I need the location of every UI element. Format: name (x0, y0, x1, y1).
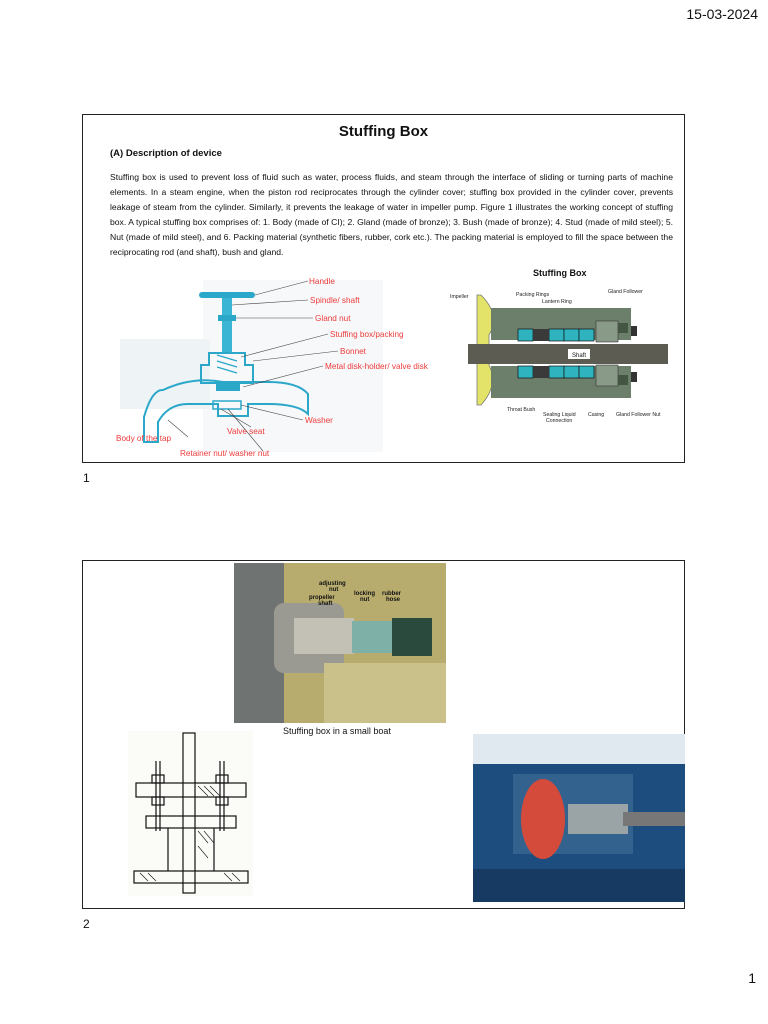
label-bonnet: Bonnet (340, 347, 366, 356)
label-rubber-2: hose (386, 597, 401, 603)
slide-number-2: 2 (83, 917, 90, 931)
label-adjusting-2: nut (329, 587, 339, 593)
label-rubber-1: rubber (382, 591, 402, 597)
boat-photo-caption: Stuffing box in a small boat (283, 726, 391, 736)
header-date: 15-03-2024 (686, 6, 758, 22)
label-lantern-ring: Lantern Ring (542, 299, 572, 305)
label-handle: Handle (309, 277, 335, 286)
label-gland-follower: Gland Follower (608, 289, 643, 295)
label-valve-seat: Valve seat (227, 427, 265, 436)
label-stuffing-box: Stuffing box/packing (330, 330, 404, 339)
label-propeller-1: propeller (309, 595, 335, 601)
stuffing-box-drawing (128, 731, 253, 896)
label-propeller-2: shaft (318, 601, 333, 607)
page-number: 1 (748, 970, 756, 986)
section-heading: (A) Description of device (110, 148, 222, 159)
label-casing: Casing (588, 412, 605, 418)
label-valve-disk: Metal disk-holder/ valve disk (325, 362, 428, 371)
label-throat-bush: Throat Bush (507, 407, 536, 413)
pump-cutaway-photo (473, 734, 685, 902)
label-locking-1: locking (354, 591, 376, 597)
slide-title: Stuffing Box (338, 123, 429, 140)
label-washer: Washer (305, 416, 333, 425)
tap-valve-figure (113, 275, 428, 460)
label-impeller: Impeller (450, 294, 469, 300)
label-body-of-tap: Body of the tap (116, 434, 172, 443)
slide-number-1: 1 (83, 471, 90, 485)
label-shaft: Shaft (572, 353, 587, 359)
description-paragraph: Stuffing box is used to prevent loss of fluid such as water, process fluids, and steam through the interface of sliding or turning parts of machine elements. In a steam engine, when the piston rod reciprocates through the cylinder cover; stuffing box provided in the cylinder cover, prevents leakage of steam from the cylinder. Similarly, it prevents the leakage of water in impeller pump. Figure 1 illustrates the working concept of stuffing box. A typical stuffing box comprises of: 1. Body (made of CI); 2. Gland (made of bronze); 3. Bush (made of bronze); 4. Stud (made of mild steel); 5. Nut (made of mild steel), and 6. Packing material (synthetic fibers, rubber, cork etc.). The packing material is employed to fill the space between the reciprocating rod (and shaft), bush and gland. (110, 172, 673, 257)
label-retainer-nut: Retainer nut/ washer nut (180, 449, 270, 458)
pump-stuffing-box-figure (448, 263, 668, 435)
label-spindle: Spindle/ shaft (310, 296, 360, 305)
label-connection: Connection (546, 418, 573, 424)
label-sealing-liquid: Sealing Liquid (543, 412, 576, 418)
label-adjusting-1: adjusting (319, 581, 346, 587)
slide-1 (82, 114, 685, 463)
label-locking-2: nut (360, 597, 370, 603)
label-packing-rings: Packing Rings (516, 292, 550, 298)
label-gland-nut: Gland nut (315, 314, 351, 323)
slide-2 (82, 560, 685, 909)
pump-figure-title: Stuffing Box (533, 268, 587, 278)
boat-stuffing-box-photo (234, 563, 446, 723)
label-gland-follower-nut: Gland Follower Nut (616, 412, 661, 418)
